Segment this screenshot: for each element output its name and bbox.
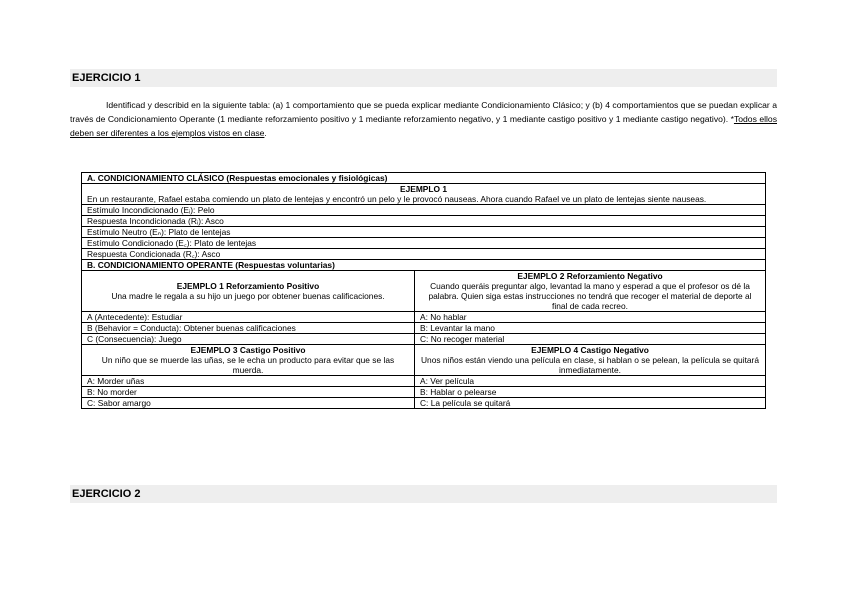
operant-ex1-row-b: B (Behavior = Conducta): Obtener buenas calificaciones [82,323,415,334]
operant-example-3 [82,345,415,376]
conditioning-table [81,172,766,409]
operant-example-3-title: EJEMPLO 3 Castigo Positivo [190,345,306,355]
operant-ex2-row-c: C: No recoger material [415,334,766,345]
operant-ex2-row-b: B: Levantar la mano [415,323,766,334]
operant-ex1-row-a: A (Antecedente): Estudiar [82,312,415,323]
instructions-text: Identificad y describid en la siguiente tabla: (a) 1 comportamiento que se pueda explicar mediante Condicionamiento Clásico; y (b) 4 comportamientos que se puedan explicar a través de Condicionamiento Operante (1 mediante reforzamiento positivo y 1 mediante reforzamiento negativo, y 1 mediante castigo positivo y 1 mediante castigo negativo). * [70,100,777,124]
classical-row-rc: Respuesta Condicionada (R꜀): Asco [82,249,766,260]
classical-example-text: En un restaurante, Rafael estaba comiendo un plato de lentejas y encontró un pelo y le provocó nauseas. Ahora cuando Rafael ve un plato de lentejas siente nauseas. [87,194,707,204]
operant-ex4-row-c: C: La película se quitará [415,398,766,409]
operant-example-2-title: EJEMPLO 2 Reforzamiento Negativo [517,271,663,281]
classical-row-ec: Estímulo Condicionado (E꜀): Plato de lentejas [82,238,766,249]
operant-example-2 [415,271,766,312]
operant-example-1-title: EJEMPLO 1 Reforzamiento Positivo [176,281,320,291]
instructions-underlined: Todos ellos deben ser diferentes a los ejemplos vistos en clase [70,114,777,138]
operant-example-3-text: Un niño que se muerde las uñas, se le echa un producto para evitar que se las muerda. [101,355,395,375]
classical-row-ri: Respuesta Incondicionada (Rᵢ): Asco [82,216,766,227]
operant-example-4-title: EJEMPLO 4 Castigo Negativo [531,345,649,355]
classical-section-header: A. CONDICIONAMIENTO CLÁSICO (Respuestas emocionales y fisiológicas) [82,173,766,184]
instructions-paragraph [70,98,777,140]
classical-row-ei: Estímulo Incondicionado (Eᵢ): Pelo [82,205,766,216]
operant-ex1-row-c: C (Consecuencia): Juego [82,334,415,345]
exercise-2-heading: EJERCICIO 2 [70,485,777,503]
operant-example-2-text: Cuando queráis preguntar algo, levantad la mano y esperad a que el profesor os dé la palabra. Quien siga estas instrucciones no tendrá que recoger el material de deporte al final de cada recreo. [428,281,752,311]
operant-example-4 [415,345,766,376]
operant-example-1 [82,271,415,312]
operant-ex3-row-b: B: No morder [82,387,415,398]
operant-ex3-row-a: A: Morder uñas [82,376,415,387]
operant-ex4-row-a: A: Ver película [415,376,766,387]
classical-row-en: Estímulo Neutro (Eₙ): Plato de lentejas [82,227,766,238]
classical-example-title: EJEMPLO 1 [399,184,447,194]
operant-example-4-text: Unos niños están viendo una película en clase, si hablan o se pelean, la película se quitará inmediatamente. [420,355,760,375]
operant-ex4-row-b: B: Hablar o pelearse [415,387,766,398]
instructions-end: . [264,128,267,138]
operant-ex2-row-a: A: No hablar [415,312,766,323]
operant-example-1-text: Una madre le regala a su hijo un juego por obtener buenas calificaciones. [111,291,385,301]
operant-ex3-row-c: C: Sabor amargo [82,398,415,409]
exercise-1-heading: EJERCICIO 1 [70,69,777,87]
operant-section-header: B. CONDICIONAMIENTO OPERANTE (Respuestas voluntarias) [82,260,766,271]
classical-example-cell [82,184,766,205]
